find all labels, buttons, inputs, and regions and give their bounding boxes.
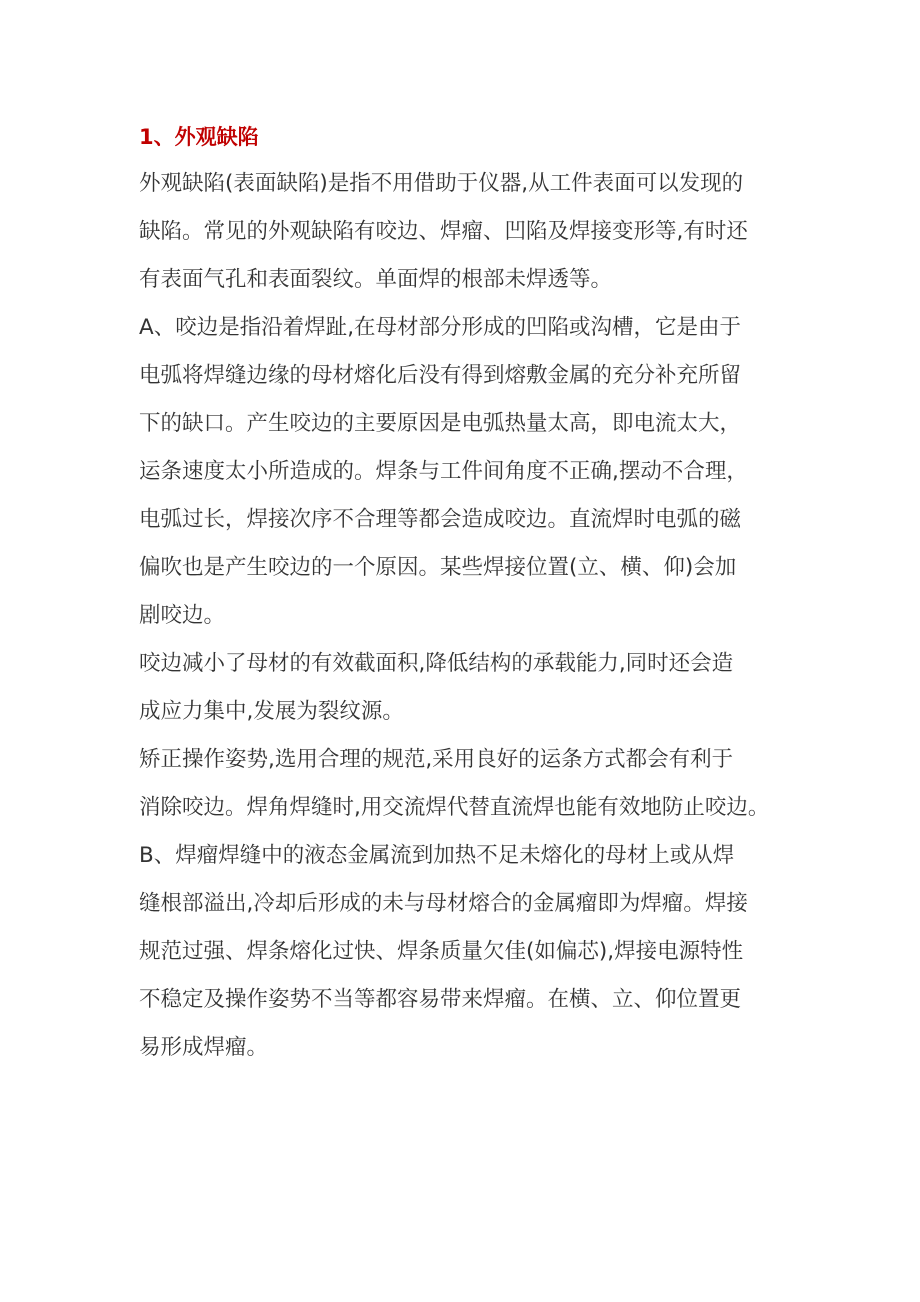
text-line: B、焊瘤焊缝中的液态金属流到加热不足未熔化的母材上或从焊	[139, 843, 735, 868]
document-page	[139, 118, 789, 1072]
text-line: 剧咬边。	[139, 603, 226, 628]
paragraph-undercut-effects	[139, 640, 789, 736]
paragraph-undercut-prevention	[139, 736, 789, 832]
paragraph-appearance-defects	[139, 160, 789, 304]
paragraph-overlap	[139, 832, 789, 1072]
text-line: 咬边减小了母材的有效截面积,降低结构的承载能力,同时还会造	[139, 651, 734, 676]
text-line: A、咬边是指沿着焊趾,在母材部分形成的凹陷或沟槽，它是由于	[139, 315, 742, 340]
text-line: 规范过强、焊条熔化过快、焊条质量欠佳(如偏芯),焊接电源特性	[139, 939, 744, 964]
text-line: 缝根部溢出,冷却后形成的未与母材熔合的金属瘤即为焊瘤。焊接	[139, 891, 748, 916]
text-line: 消除咬边。焊角焊缝时,用交流焊代替直流焊也能有效地防止咬边。	[139, 795, 770, 820]
text-line: 电弧将焊缝边缘的母材熔化后没有得到熔敷金属的充分补充所留	[139, 363, 742, 388]
text-line: 下的缺口。产生咬边的主要原因是电弧热量太高，即电流太大，	[139, 411, 742, 436]
text-line: 外观缺陷(表面缺陷)是指不用借助于仪器,从工件表面可以发现的	[139, 171, 744, 196]
section-heading: 1、外观缺陷	[139, 125, 259, 149]
text-line: 运条速度太小所造成的。焊条与工件间角度不正确,摆动不合理，	[139, 459, 748, 484]
text-line: 电弧过长，焊接次序不合理等都会造成咬边。直流焊时电弧的磁	[139, 507, 742, 532]
text-line: 不稳定及操作姿势不当等都容易带来焊瘤。在横、立、仰位置更	[139, 987, 742, 1012]
paragraph-undercut	[139, 304, 789, 640]
text-line: 成应力集中,发展为裂纹源。	[139, 699, 404, 724]
text-line: 偏吹也是产生咬边的一个原因。某些焊接位置(立、横、仰)会加	[139, 555, 737, 580]
text-line: 矫正操作姿势,选用合理的规范,采用良好的运条方式都会有利于	[139, 747, 734, 772]
text-line: 易形成焊瘤。	[139, 1035, 269, 1060]
text-line: 缺陷。常见的外观缺陷有咬边、焊瘤、凹陷及焊接变形等,有时还	[139, 219, 748, 244]
text-line: 有表面气孔和表面裂纹。单面焊的根部未焊透等。	[139, 267, 613, 292]
